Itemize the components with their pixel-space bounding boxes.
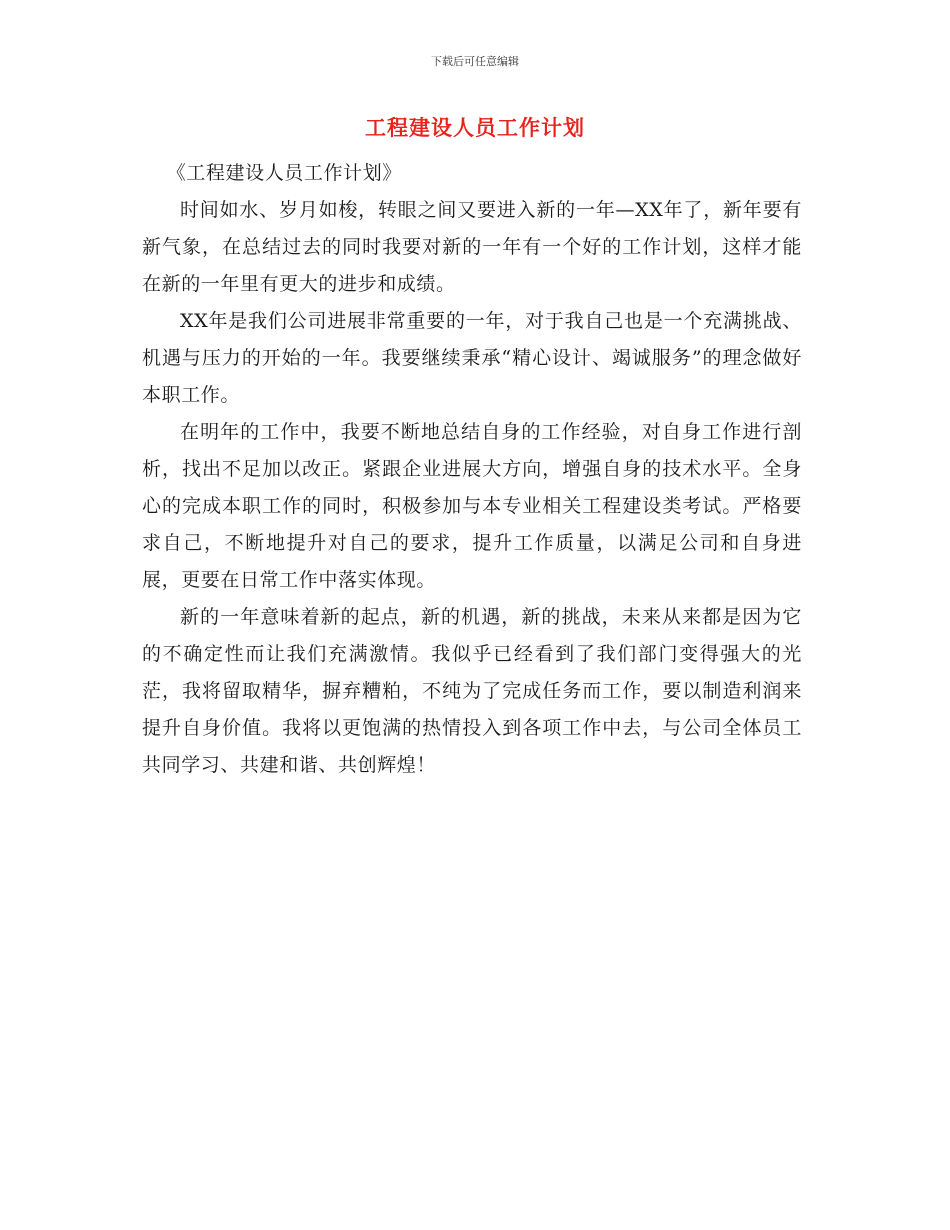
- document-body: [142, 155, 802, 784]
- document-title: 工程建设人员工作计划: [365, 116, 585, 140]
- paragraph-1: 时间如水、岁月如梭，转眼之间又要进入新的一年—XX年了，新年要有新气象，在总结过去的同时我要对新的一年有一个好的工作计划，这样才能在新的一年里有更大的进步和成绩。: [142, 199, 802, 295]
- paragraph-4: 新的一年意味着新的起点，新的机遇，新的挑战，未来从来都是因为它的不确定性而让我们充满激情。我似乎已经看到了我们部门变得强大的光茫，我将留取精华，摒弃糟粕，不纯为了完成任务而工作，要以制造利润来提升自身价值。我将以更饱满的热情投入到各项工作中去，与公司全体员工共同学习、共建和谐、共创辉煌！: [142, 606, 802, 776]
- header-note: 下载后可任意编辑: [431, 55, 519, 68]
- document-subtitle: 《工程建设人员工作计划》: [166, 162, 402, 184]
- paragraph-3: 在明年的工作中，我要不断地总结自身的工作经验，对自身工作进行剖析，找出不足加以改正。紧跟企业进展大方向，增强自身的技术水平。全身心的完成本职工作的同时，积极参加与本专业相关工程建设类考试。严格要求自己，不断地提升对自己的要求，提升工作质量，以满足公司和自身进展，更要在日常工作中落实体现。: [142, 421, 802, 591]
- paragraph-2: XX年是我们公司进展非常重要的一年，对于我自己也是一个充满挑战、机遇与压力的开始的一年。我要继续秉承“精心设计、竭诚服务”的理念做好本职工作。: [142, 310, 802, 406]
